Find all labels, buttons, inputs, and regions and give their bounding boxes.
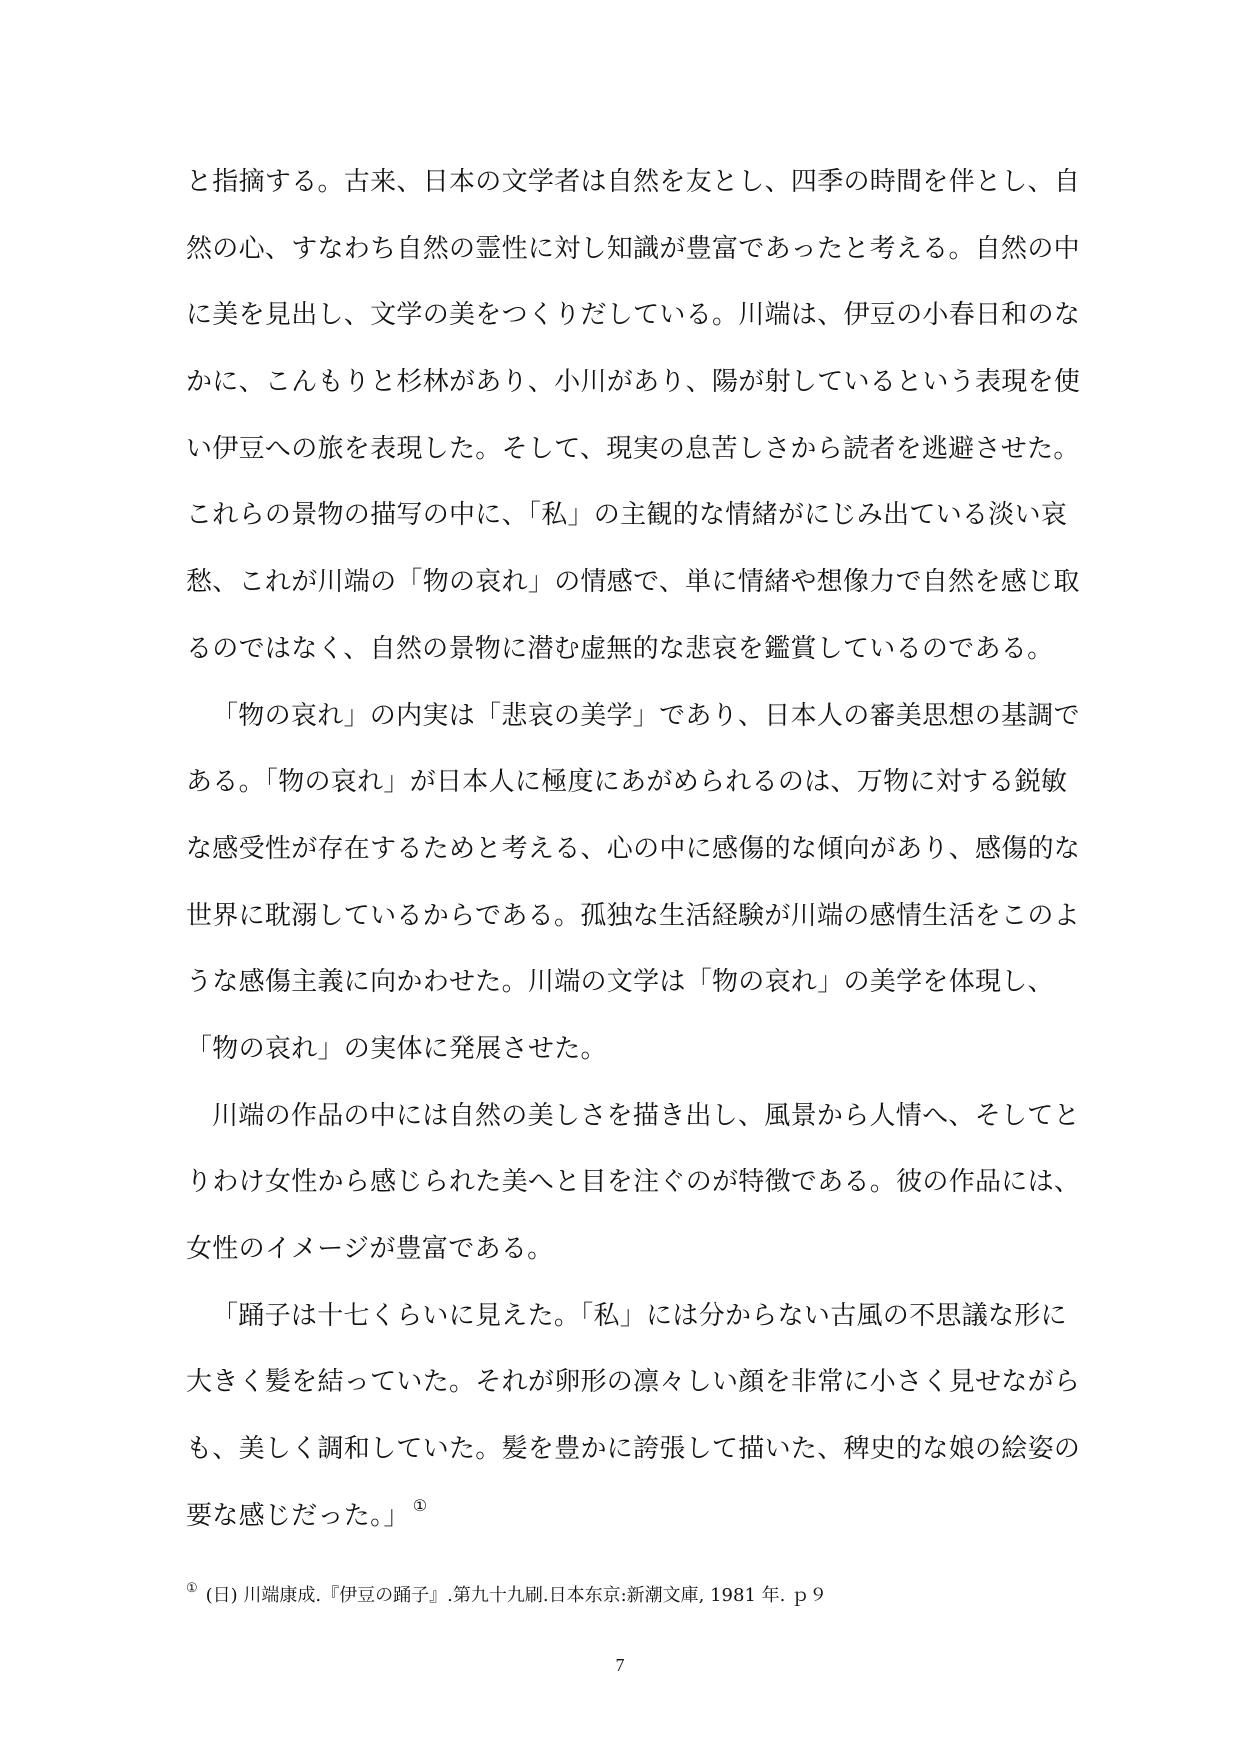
footnote-text: (日) 川端康成.『伊豆の踊子』.第九十九刷.日本东京:新潮文庫, 1981 年. ｐ９ xyxy=(205,1585,828,1606)
text-line: 然の心、すなわち自然の霊性に対し知識が豊富であったと考える。自然の中 xyxy=(186,233,1080,264)
text-line: な感受性が存在するためと考える、心の中に感傷的な傾向があり、感傷的な xyxy=(186,833,1081,864)
text-line: に美を見出し、文学の美をつくりだしている。川端は、伊豆の小春日和のな xyxy=(186,300,1081,331)
text-line: かに、こんもりと杉林があり、小川があり、陽が射しているという表現を使 xyxy=(186,367,1081,398)
text-line xyxy=(186,1491,1056,1558)
text-line: と指摘する。古来、日本の文学者は自然を友とし、四季の時間を伴とし、自 xyxy=(186,167,1081,197)
text-line: ある。「物の哀れ」が日本人に極度にあがめられるのは、万物に対する鋭敏 xyxy=(186,767,1068,798)
text-line: 川端の作品の中には自然の美しさを描き出し、風景から人情へ、そしてと xyxy=(212,1100,1080,1131)
text-line: 大きく髪を結っていた。それが卵形の凛々しい顔を非常に小さく見せながら xyxy=(186,1367,1081,1398)
quote-last-line-text: 要な感じだった。」 xyxy=(186,1500,410,1531)
text-line: 「物の哀れ」の実体に発展させた。 xyxy=(186,1033,607,1064)
footnote-reference-marker[interactable]: ① xyxy=(412,1495,428,1515)
text-line: い伊豆への旅を表現した。そして、現実の息苦しさから読者を逃避させた。 xyxy=(186,433,1080,464)
footnote xyxy=(186,1581,827,1607)
page-number: 7 xyxy=(615,1655,625,1675)
text-line: 世界に耽溺しているからである。孤独な生活経験が川端の感情生活をこのよ xyxy=(186,900,1080,931)
text-line: 「踊子は十七くらいに見えた。「私」には分からない古風の不思議な形に xyxy=(212,1300,1067,1331)
footnote-marker: ① xyxy=(186,1581,198,1596)
text-line: りわけ女性から感じられた美へと目を注ぐのが特徴である。彼の作品には、 xyxy=(186,1167,1081,1198)
text-line: 愁、これが川端の「物の哀れ」の情感で、単に情緒や想像力で自然を感じ取 xyxy=(186,567,1080,598)
text-line: うな感傷主義に向かわせた。川端の文学は「物の哀れ」の美学を体現し、 xyxy=(186,967,1054,998)
text-line: これらの景物の描写の中に、「私」の主観的な情緒がにじみ出ている淡い哀 xyxy=(186,500,1068,531)
text-line: 「物の哀れ」の内実は「悲哀の美学」であり、日本人の審美思想の基調で xyxy=(212,700,1080,731)
text-line: 女性のイメージが豊富である。 xyxy=(186,1234,554,1264)
body-text xyxy=(186,157,1081,1557)
text-line: るのではなく、自然の景物に潜む虚無的な悲哀を鑑賞しているのである。 xyxy=(186,633,1054,664)
text-line: も、美しく調和していた。髪を豊かに誇張して描いた、稗史的な娘の絵姿の xyxy=(186,1434,1081,1465)
